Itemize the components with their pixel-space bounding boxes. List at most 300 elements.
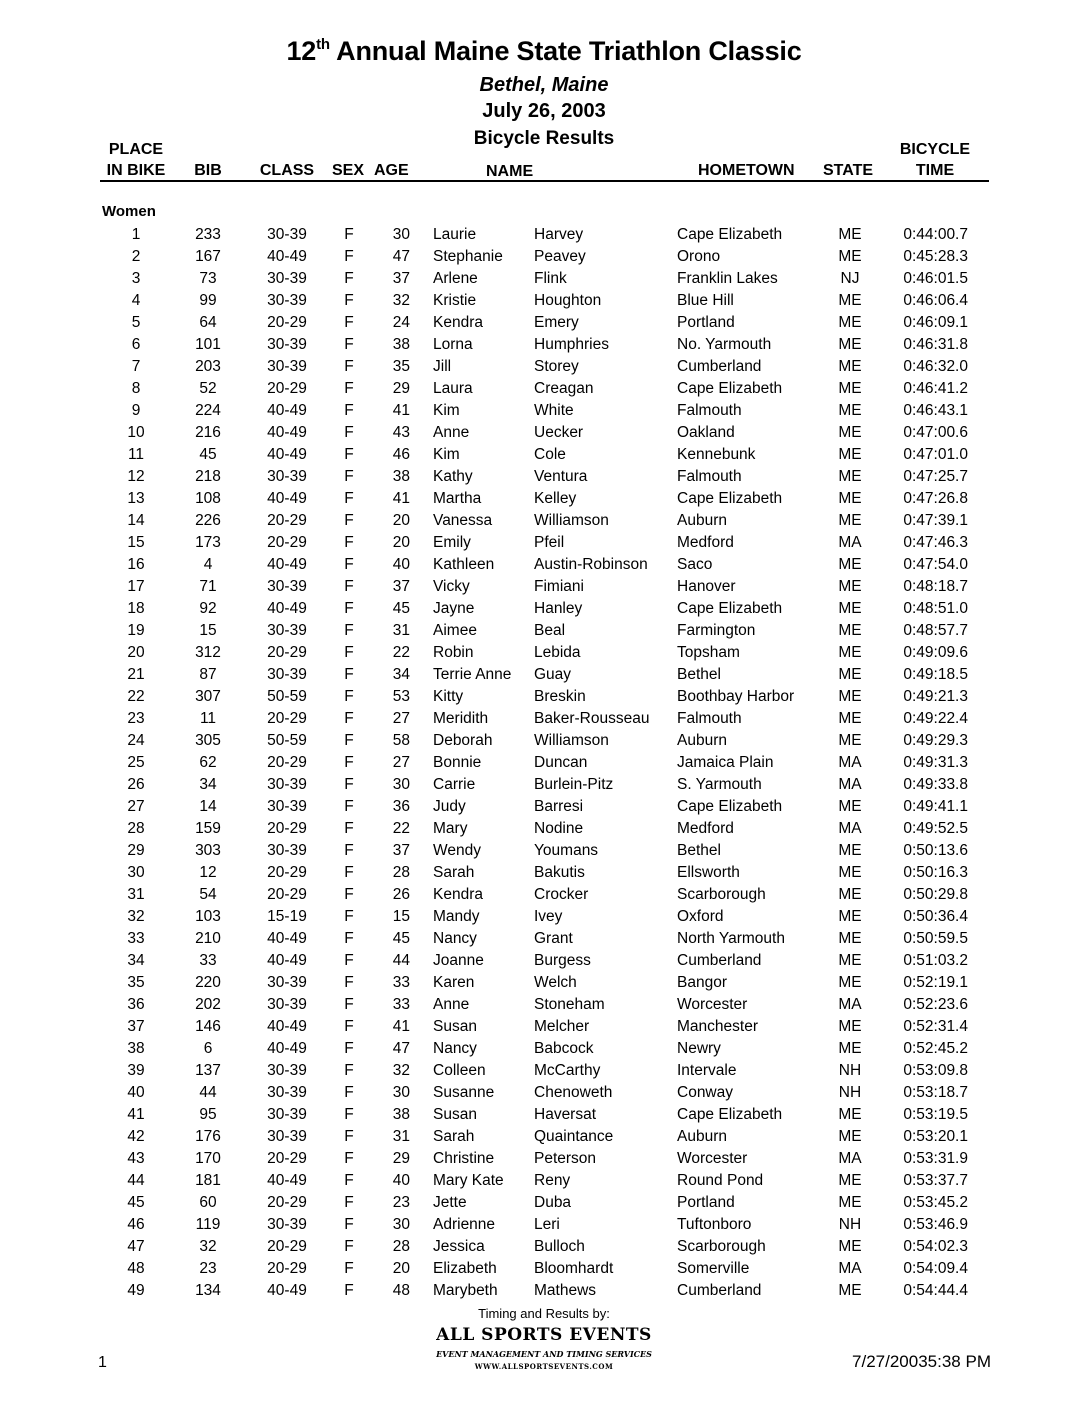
cell-first-name: Anne [433,424,470,441]
cell-last-name: Bulloch [534,1238,585,1255]
cell-last-name: Beal [534,622,566,639]
cell-first-name: Kendra [433,886,483,903]
cell-last-name: Welch [534,974,577,991]
cell-sex: F [344,1040,354,1057]
cell-bicycle-time: 0:47:39.1 [903,512,968,529]
cell-age: 47 [392,248,410,265]
cell-sex: F [344,314,354,331]
cell-place: 31 [127,886,145,903]
company-tagline: EVENT MANAGEMENT AND TIMING SERVICES [436,1349,652,1359]
cell-first-name: Susanne [433,1084,495,1101]
cell-first-name: Jette [433,1194,467,1211]
cell-class: 40-49 [267,1018,307,1035]
cell-sex: F [344,1282,354,1299]
cell-age: 37 [392,842,410,859]
cell-bib: 33 [199,952,217,969]
cell-state: ME [838,336,862,353]
cell-sex: F [344,908,354,925]
cell-bicycle-time: 0:46:32.0 [903,358,968,375]
cell-sex: F [344,402,354,419]
cell-bib: 220 [195,974,221,991]
cell-sex: F [344,534,354,551]
cell-state: ME [838,622,862,639]
company-website: WWW.ALLSPORTSEVENTS.COM [474,1362,614,1371]
cell-hometown: Blue Hill [677,292,734,309]
cell-age: 34 [392,666,410,683]
cell-bib: 146 [195,1018,221,1035]
cell-bicycle-time: 0:50:29.8 [903,886,968,903]
company-logo: ALL SPORTS EVENTS [436,1325,652,1345]
cell-sex: F [344,1194,354,1211]
cell-state: ME [838,688,862,705]
table-row [0,1258,1088,1280]
cell-age: 31 [392,622,410,639]
cell-first-name: Robin [433,644,474,661]
cell-bicycle-time: 0:52:31.4 [903,1018,968,1035]
table-row [0,1148,1088,1170]
cell-state: ME [838,1040,862,1057]
cell-bib: 6 [203,1040,213,1057]
cell-first-name: Arlene [433,270,478,287]
cell-bicycle-time: 0:52:45.2 [903,1040,968,1057]
cell-state: ME [838,1238,862,1255]
cell-first-name: Susan [433,1018,477,1035]
cell-sex: F [344,864,354,881]
table-row [0,356,1088,378]
cell-bib: 11 [199,710,217,727]
cell-state: ME [838,292,862,309]
cell-last-name: Babcock [534,1040,594,1057]
cell-hometown: S. Yarmouth [677,776,762,793]
cell-bicycle-time: 0:45:28.3 [903,248,968,265]
cell-class: 40-49 [267,1282,307,1299]
cell-sex: F [344,666,354,683]
cell-sex: F [344,1106,354,1123]
cell-last-name: Burlein-Pitz [534,776,614,793]
col-bicycle-time: BICYCLE TIME [899,141,971,179]
cell-hometown: Cape Elizabeth [677,380,783,397]
cell-place: 29 [127,842,145,859]
cell-bicycle-time: 0:53:09.8 [903,1062,968,1079]
col-sex: SEX [332,162,365,179]
col-class: CLASS [259,162,315,179]
cell-first-name: Colleen [433,1062,486,1079]
cell-sex: F [344,380,354,397]
cell-sex: F [344,600,354,617]
cell-last-name: Mathews [534,1282,597,1299]
cell-sex: F [344,1062,354,1079]
cell-sex: F [344,468,354,485]
table-row [0,1214,1088,1236]
cell-sex: F [344,842,354,859]
cell-age: 22 [392,820,410,837]
cell-bicycle-time: 0:49:18.5 [903,666,968,683]
cell-last-name: Grant [534,930,573,947]
cell-state: MA [838,1260,862,1277]
cell-state: ME [838,358,862,375]
cell-first-name: Jayne [433,600,475,617]
cell-first-name: Kristie [433,292,477,309]
cell-hometown: No. Yarmouth [677,336,772,353]
cell-bicycle-time: 0:47:01.0 [903,446,968,463]
col-place: PLACE IN BIKE [106,141,166,179]
cell-first-name: Jessica [433,1238,485,1255]
table-row [0,1016,1088,1038]
cell-first-name: Kim [433,402,460,419]
table-row [0,378,1088,400]
cell-state: ME [838,886,862,903]
cell-state: ME [838,314,862,331]
cell-place: 43 [127,1150,145,1167]
table-row [0,1126,1088,1148]
cell-place: 28 [127,820,145,837]
cell-first-name: Stephanie [433,248,503,265]
table-row [0,576,1088,598]
section-heading: Women [102,203,156,220]
page-title: 12th Annual Maine State Triathlon Classic [286,36,802,66]
cell-bib: 87 [199,666,217,683]
table-row [0,686,1088,708]
cell-place: 4 [131,292,141,309]
cell-first-name: Karen [433,974,475,991]
cell-state: ME [838,578,862,595]
cell-class: 30-39 [267,226,307,243]
cell-class: 30-39 [267,468,307,485]
cell-place: 23 [127,710,145,727]
cell-last-name: Duba [534,1194,572,1211]
cell-bib: 101 [195,336,221,353]
cell-age: 53 [392,688,410,705]
cell-sex: F [344,578,354,595]
cell-state: ME [838,380,862,397]
cell-last-name: Stoneham [534,996,605,1013]
cell-bicycle-time: 0:46:06.4 [903,292,968,309]
cell-class: 40-49 [267,1172,307,1189]
cell-last-name: Fimiani [534,578,584,595]
event-location: Bethel, Maine [479,74,609,96]
cell-bicycle-time: 0:53:46.9 [903,1216,968,1233]
cell-age: 28 [392,864,410,881]
cell-bicycle-time: 0:49:31.3 [903,754,968,771]
cell-state: ME [838,468,862,485]
cell-age: 46 [392,446,410,463]
cell-state: ME [838,1018,862,1035]
cell-class: 30-39 [267,996,307,1013]
cell-place: 10 [127,424,145,441]
cell-place: 48 [127,1260,145,1277]
cell-place: 15 [127,534,145,551]
cell-age: 23 [392,1194,410,1211]
table-row [0,400,1088,422]
cell-place: 35 [127,974,145,991]
cell-first-name: Bonnie [433,754,482,771]
cell-sex: F [344,490,354,507]
cell-bib: 92 [199,600,217,617]
cell-first-name: Jill [433,358,452,375]
col-bib: BIB [194,162,222,179]
cell-last-name: Williamson [534,512,609,529]
cell-state: ME [838,908,862,925]
cell-bicycle-time: 0:46:31.8 [903,336,968,353]
cell-bib: 159 [195,820,221,837]
cell-bicycle-time: 0:54:02.3 [903,1238,968,1255]
cell-age: 28 [392,1238,410,1255]
cell-state: ME [838,710,862,727]
cell-place: 34 [127,952,145,969]
cell-last-name: Guay [534,666,572,683]
cell-class: 30-39 [267,1106,307,1123]
cell-class: 40-49 [267,446,307,463]
cell-class: 20-29 [267,380,307,397]
cell-age: 26 [392,886,410,903]
cell-bib: 226 [195,512,221,529]
table-row [0,532,1088,554]
cell-age: 43 [392,424,410,441]
cell-place: 12 [127,468,145,485]
cell-sex: F [344,270,354,287]
cell-bicycle-time: 0:53:37.7 [903,1172,968,1189]
cell-hometown: Manchester [677,1018,758,1035]
cell-place: 41 [127,1106,145,1123]
cell-first-name: Elizabeth [433,1260,497,1277]
cell-bib: 210 [195,930,221,947]
cell-state: MA [838,1150,862,1167]
cell-sex: F [344,886,354,903]
cell-last-name: Pfeil [534,534,565,551]
cell-class: 40-49 [267,490,307,507]
cell-hometown: Cape Elizabeth [677,490,783,507]
cell-bib: 52 [199,380,217,397]
cell-age: 32 [392,292,410,309]
cell-last-name: Ventura [534,468,588,485]
cell-first-name: Marybeth [433,1282,498,1299]
table-row [0,752,1088,774]
cell-bicycle-time: 0:53:31.9 [903,1150,968,1167]
cell-bib: 71 [199,578,217,595]
cell-last-name: Harvey [534,226,584,243]
cell-bicycle-time: 0:48:57.7 [903,622,968,639]
cell-bicycle-time: 0:49:22.4 [903,710,968,727]
cell-hometown: Topsham [677,644,740,661]
cell-age: 20 [392,1260,410,1277]
cell-sex: F [344,776,354,793]
cell-bib: 307 [195,688,221,705]
cell-place: 20 [127,644,145,661]
cell-hometown: Bethel [677,842,721,859]
cell-bib: 73 [199,270,217,287]
cell-hometown: Bangor [677,974,727,991]
cell-first-name: Laurie [433,226,477,243]
table-row [0,1236,1088,1258]
cell-hometown: Portland [677,314,735,331]
col-age: AGE [374,162,409,179]
cell-sex: F [344,248,354,265]
cell-sex: F [344,754,354,771]
cell-age: 22 [392,644,410,661]
cell-bicycle-time: 0:50:36.4 [903,908,968,925]
cell-last-name: Storey [534,358,579,375]
cell-state: ME [838,1282,862,1299]
cell-bib: 312 [195,644,221,661]
cell-age: 36 [392,798,410,815]
cell-class: 20-29 [267,864,307,881]
cell-state: MA [838,534,862,551]
cell-state: ME [838,952,862,969]
cell-class: 30-39 [267,798,307,815]
cell-last-name: Melcher [534,1018,590,1035]
cell-hometown: Jamaica Plain [677,754,774,771]
cell-bib: 14 [199,798,217,815]
table-row [0,1104,1088,1126]
cell-place: 7 [131,358,141,375]
cell-class: 40-49 [267,248,307,265]
cell-place: 24 [127,732,145,749]
cell-age: 47 [392,1040,410,1057]
cell-first-name: Sarah [433,1128,475,1145]
col-hometown: HOMETOWN [698,162,795,179]
table-row [0,620,1088,642]
cell-first-name: Sarah [433,864,475,881]
cell-bib: 45 [199,446,217,463]
cell-place: 33 [127,930,145,947]
cell-place: 36 [127,996,145,1013]
cell-last-name: Houghton [534,292,602,309]
cell-age: 29 [392,1150,410,1167]
cell-bib: 23 [199,1260,217,1277]
table-row [0,1060,1088,1082]
cell-bib: 305 [195,732,221,749]
cell-first-name: Joanne [433,952,484,969]
cell-bicycle-time: 0:53:18.7 [903,1084,968,1101]
cell-first-name: Mandy [433,908,480,925]
table-row [0,1192,1088,1214]
cell-class: 30-39 [267,622,307,639]
cell-hometown: Oakland [677,424,735,441]
cell-age: 29 [392,380,410,397]
cell-place: 6 [131,336,141,353]
cell-hometown: Round Pond [677,1172,764,1189]
cell-sex: F [344,1084,354,1101]
table-row [0,994,1088,1016]
cell-state: ME [838,490,862,507]
cell-class: 40-49 [267,1040,307,1057]
cell-first-name: Meridith [433,710,489,727]
cell-place: 32 [127,908,145,925]
cell-last-name: Humphries [534,336,609,353]
cell-sex: F [344,1260,354,1277]
cell-place: 26 [127,776,145,793]
cell-last-name: Bloomhardt [534,1260,614,1277]
cell-last-name: Quaintance [534,1128,614,1145]
cell-place: 45 [127,1194,145,1211]
cell-state: ME [838,842,862,859]
cell-state: ME [838,644,862,661]
cell-class: 30-39 [267,1084,307,1101]
cell-last-name: White [534,402,574,419]
cell-hometown: Portland [677,1194,735,1211]
cell-age: 33 [392,996,410,1013]
cell-bicycle-time: 0:49:09.6 [903,644,968,661]
cell-age: 38 [392,468,410,485]
cell-bicycle-time: 0:44:00.7 [903,226,968,243]
cell-hometown: Auburn [677,1128,727,1145]
cell-age: 41 [392,490,410,507]
cell-sex: F [344,1238,354,1255]
cell-bib: 103 [195,908,221,925]
cell-class: 20-29 [267,754,307,771]
cell-place: 42 [127,1128,145,1145]
cell-age: 24 [392,314,410,331]
cell-sex: F [344,996,354,1013]
cell-first-name: Nancy [433,930,477,947]
table-row [0,862,1088,884]
cell-sex: F [344,1128,354,1145]
cell-bicycle-time: 0:46:01.5 [903,270,968,287]
cell-age: 40 [392,1172,410,1189]
cell-bib: 108 [195,490,221,507]
cell-age: 33 [392,974,410,991]
cell-last-name: Flink [534,270,567,287]
cell-state: ME [838,512,862,529]
cell-class: 50-59 [267,688,307,705]
cell-first-name: Kitty [433,688,464,705]
cell-class: 30-39 [267,776,307,793]
table-row [0,818,1088,840]
cell-first-name: Terrie Anne [433,666,512,683]
col-name: NAME [486,163,534,180]
cell-bicycle-time: 0:49:33.8 [903,776,968,793]
cell-first-name: Nancy [433,1040,477,1057]
cell-class: 30-39 [267,842,307,859]
cell-age: 30 [392,1084,410,1101]
cell-place: 49 [127,1282,145,1299]
cell-place: 17 [127,578,145,595]
cell-bicycle-time: 0:51:03.2 [903,952,968,969]
table-row [0,950,1088,972]
cell-first-name: Adrienne [433,1216,496,1233]
cell-class: 40-49 [267,952,307,969]
cell-bib: 224 [195,402,221,419]
cell-sex: F [344,1018,354,1035]
cell-state: NH [838,1062,862,1079]
cell-bicycle-time: 0:46:43.1 [903,402,968,419]
cell-class: 20-29 [267,886,307,903]
cell-hometown: Franklin Lakes [677,270,778,287]
cell-bicycle-time: 0:48:18.7 [903,578,968,595]
cell-hometown: Boothbay Harbor [677,688,795,705]
cell-hometown: Medford [677,534,734,551]
cell-bicycle-time: 0:47:46.3 [903,534,968,551]
cell-class: 20-29 [267,820,307,837]
cell-bicycle-time: 0:47:26.8 [903,490,968,507]
cell-class: 30-39 [267,336,307,353]
cell-class: 40-49 [267,424,307,441]
cell-state: ME [838,226,862,243]
cell-class: 30-39 [267,974,307,991]
cell-hometown: Oxford [677,908,724,925]
cell-bib: 4 [203,556,213,573]
cell-hometown: Cape Elizabeth [677,1106,783,1123]
cell-bicycle-time: 0:52:19.1 [903,974,968,991]
cell-hometown: Falmouth [677,402,742,419]
cell-last-name: Kelley [534,490,577,507]
cell-place: 2 [131,248,141,265]
cell-bib: 95 [199,1106,217,1123]
cell-bib: 32 [199,1238,217,1255]
cell-class: 30-39 [267,578,307,595]
cell-bib: 119 [195,1216,221,1233]
table-row [0,840,1088,862]
